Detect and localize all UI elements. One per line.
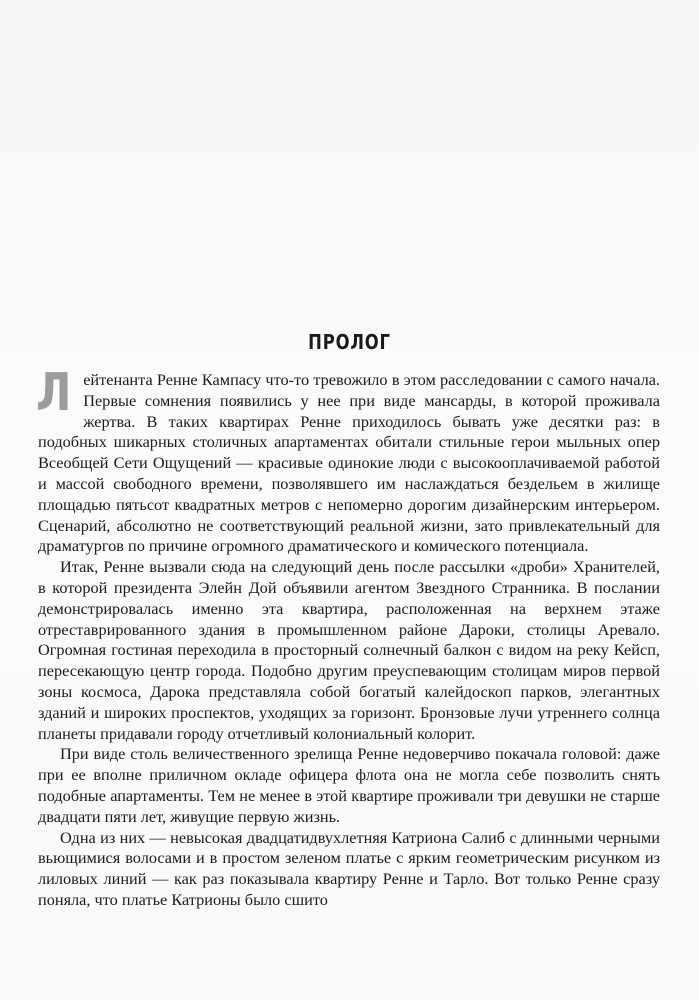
paragraph-2: Итак, Ренне вызвали сюда на следующий день после рассылки «дроби» Хранителей, в которой президента Элейн Дой объявили агентом Звездного Странника. В послании демонстрировалась именно эта квартира, расположенная на верхнем этаже отреставрированного здания в промышленном районе Дароки, столицы Аревало. Огромная гостиная переходила в просторный солнечный балкон с видом на реку Кейсп, пересекающую центр города. Подобно другим преуспевающим столицам миров первой зоны космоса, Дарока представляла собой богатый калейдоскоп парков, элегантных зданий и широких проспектов, уходящих за горизонт. Бронзовые лучи утреннего солнца планеты придавали городу отчетливый колониальный колорит. (38, 557, 660, 743)
chapter-title: ПРОЛОГ (308, 330, 391, 354)
paragraph-1 (36, 363, 660, 557)
body-text (36, 363, 660, 911)
paragraph-4: Одна из них — невысокая двадцатидвухлетняя Катриона Салиб с длинными черными вьющимися волосами и в простом зеленом платье с ярким геометрическим рисунком из лиловых линий — как раз показывала квартиру Ренне и Тарло. Вот только Ренне сразу поняла, что платье Катрионы было сшито (38, 827, 660, 909)
paragraph-3: При виде столь величественного зрелища Ренне недоверчиво покачала головой: даже при ее вполне приличном окладе офицера флота она не могла себе позволить снять подобные апартаменты. Тем не менее в этой квартире проживали три девушки не старше двадцати пяти лет, живущие первую жизнь. (38, 744, 660, 826)
paragraph-1-text: ейтенанта Ренне Кампасу что-то тревожило в этом расследовании с самого начала. Первые сомнения появились у нее при виде мансарды, в которой проживала жертва. В таких квартирах Ренне приходилось бывать уже десятки раз: в подобных шикарных столичных апартаментах обитали стильные герои мыльных опер Всеобщей Сети Ощущений — красивые одинокие люди с высокооплачиваемой работой и массой свободного времени, позволявшего им наслаждаться бездельем в жилище площадью пятьсот квадратных метров с непомерно дорогим дизайнерским интерьером. Сценарий, абсолютно не соответствующий реальной жизни, зато привлекательный для драматургов по причине огромного драматического и комического потенциала. (38, 370, 660, 556)
drop-cap: Л (36, 363, 72, 423)
